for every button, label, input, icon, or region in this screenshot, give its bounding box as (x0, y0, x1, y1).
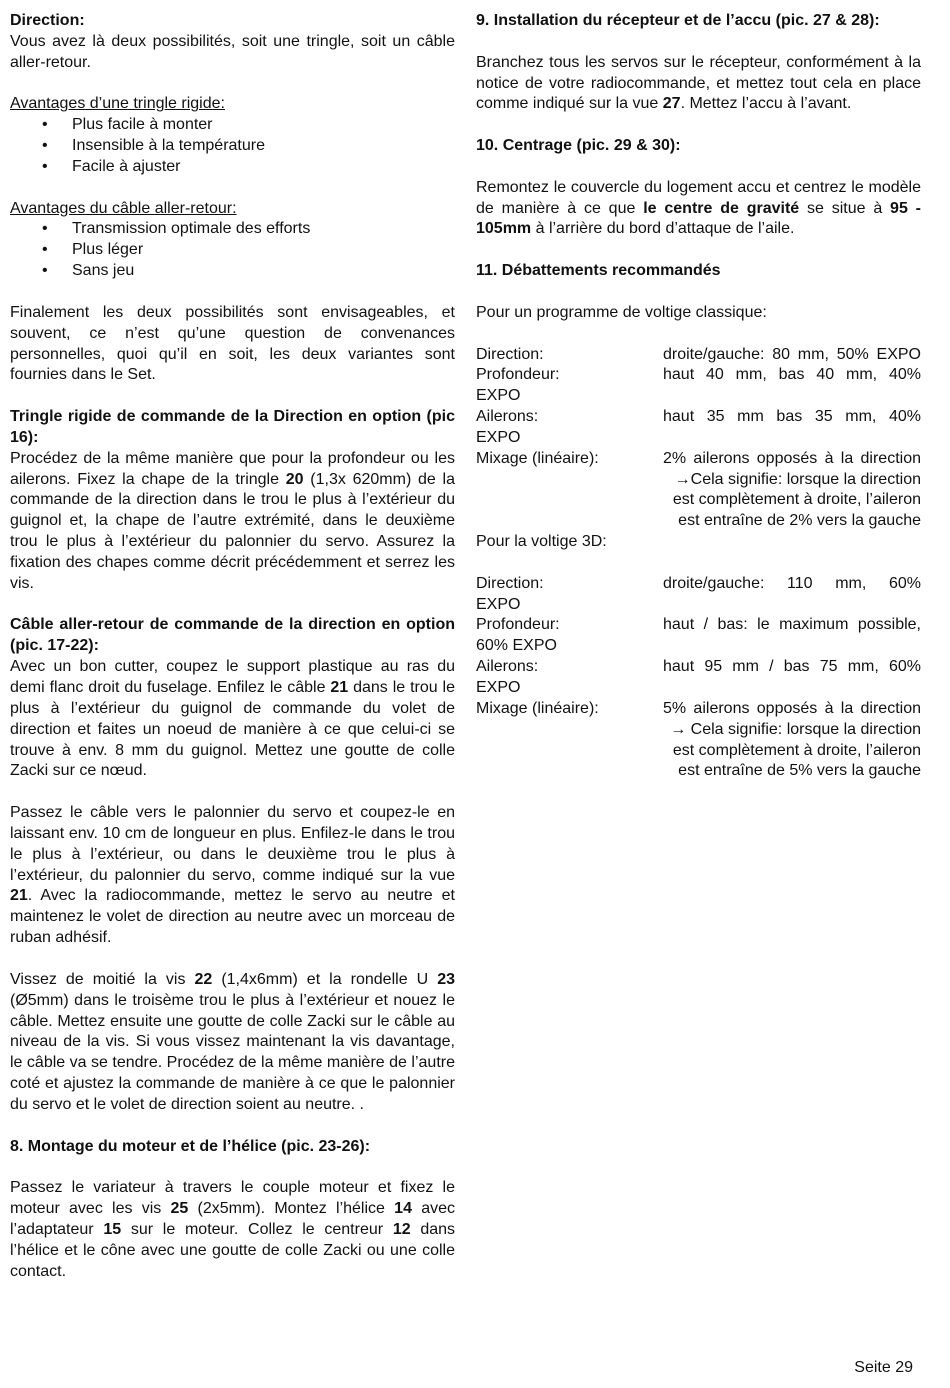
passez-paragraph: Passez le câble vers le palonnier du servo et coupez-le en laissant env. 10 cm de longueur en plus. Enfilez-le dans le trou le plus à l’extérieur, ou dans le deuxième trou le plus à l’extérieur, du palonnier du servo, comme indiqué sur la vue 21. Avec la radiocommande, mettez le servo au neutre et maintenez le volet de direction au neutre avec un morceau de ruban adhésif. (10, 804, 455, 947)
left-column (10, 11, 455, 1282)
debattements-title: 11. Débattements recommandés (476, 262, 721, 280)
classique-mix-note-2: est complètement à droite, l’aileron (672, 491, 921, 509)
tringle-option-paragraph: Procédez de la même manière que pour la profondeur ou les ailerons. Fixez la chape de la tringle 20 (1,3x 620mm) de la commande de la direction dans le trou le plus à l’extérieur du guignol et, la chape de l’autre extrémité, dans le deuxième trou le plus à l’extérieur du palonnier du servo. Assurez la fixation des chapes comme décrit précédemment et serrez les vis. (10, 449, 455, 592)
list-item: • Plus facile à monter (42, 116, 213, 134)
cable-advantages-title: Avantages du câble aller-retour: (10, 199, 237, 217)
cable-option-title: Câble aller-retour de commande de la direction en option (pic. 17-22): (10, 616, 455, 655)
direction-title: Direction: (10, 12, 85, 29)
cable-advantages-list (10, 219, 455, 282)
classique-intro: Pour un programme de voltige classique: (476, 303, 767, 321)
voltige3d-mix-note-2: est complètement à droite, l’aileron (672, 741, 921, 759)
voltige3d-intro: Pour la voltige 3D: (476, 533, 607, 551)
page-number: Seite 29 (854, 1359, 913, 1376)
vissez-paragraph: Vissez de moitié la vis 22 (1,4x6mm) et la rondelle U 23 (Ø5mm) dans le troisème trou le plus à l’extérieur et nouez le câble. Mettez ensuite une goutte de colle Zacki sur le câble au niveau de la vis. Si vous vissez maintenant la vis davantage, le câble va se tendre. Procédez de la même manière de l’autre coté et ajustez la commande de manière à ce que le palonnier du servo et le volet de direction soient au neutre. . (10, 970, 456, 1113)
classique-table (476, 345, 921, 533)
table-row: Ailerons: haut 35 mm bas 35 mm, 40% EXPO (476, 408, 921, 446)
table-row: Direction: droite/gauche: 80 mm, 50% EXPO (476, 345, 921, 363)
classique-mix-note-1: →Cela signifie: lorsque la direction (674, 470, 921, 488)
right-column (476, 11, 921, 782)
table-row: Profondeur: haut 40 mm, bas 40 mm, 40% EXPO (476, 366, 921, 405)
table-row: Direction: droite/gauche: 110 mm, 60% EXPO (476, 574, 921, 613)
table-row: Profondeur: haut / bas: le maximum possible, 60% EXPO (476, 616, 921, 655)
direction-text: Vous avez là deux possibilités, soit une tringle, soit un câble aller-retour. (10, 32, 455, 71)
table-row: Mixage (linéaire): 2% ailerons opposés à la direction (476, 449, 921, 467)
centrage-paragraph: Remontez le couvercle du logement accu et centrez le modèle de manière à ce que le centre de gravité se situe à 95 - 105mm à l’arrière du bord d’attaque de l’aile. (476, 178, 921, 238)
list-item: • Insensible à la température (42, 137, 265, 155)
classique-mix-note-3: est entraîne de 2% vers la gauche (678, 512, 921, 530)
tringle-advantages-list (10, 115, 455, 178)
tringle-advantages-title: Avantages d’une tringle rigide: (10, 95, 225, 113)
centrage-title: 10. Centrage (pic. 29 & 30): (476, 137, 681, 155)
list-item: • Transmission optimale des efforts (42, 220, 311, 238)
cable-option-paragraph: Avec un bon cutter, coupez le support plastique au ras du demi flanc droit du fuselage. Enfilez le câble 21 dans le trou le plus à l’extérieur du guignol de commande du volet de direction et faites un noeud de manière à ce que celui-ci se trouve à env. 8 mm du guignol. Mettez une goutte de colle Zacki sur ce nœud. (10, 658, 455, 780)
moteur-paragraph: Passez le variateur à travers le couple moteur et fixez le moteur avec les vis 25 (2x5mm). Montez l’hélice 14 avec l’adaptateur 15 sur le moteur. Collez le centreur 12 dans l’hélice et le cône avec une goutte de colle Zacki ou une colle contact. (10, 1179, 456, 1280)
table-row: Mixage (linéaire): 5% ailerons opposés à la direction (476, 699, 921, 717)
voltige3d-mix-note-1: → Cela signifie: lorsque la direction (670, 720, 921, 738)
list-item: • Plus léger (42, 241, 144, 259)
install-title: 9. Installation du récepteur et de l’accu (pic. 27 & 28): (476, 12, 880, 29)
moteur-title: 8. Montage du moteur et de l’hélice (pic. 23-26): (10, 1137, 371, 1155)
table-row: Ailerons: haut 95 mm / bas 75 mm, 60% EXPO (476, 658, 921, 696)
install-paragraph: Branchez tous les servos sur le récepteur, conformément à la notice de votre radiocommande, et mettez tout cela en place comme indiqué sur la vue 27. Mettez l’accu à l’avant. (476, 53, 921, 113)
list-item: • Facile à ajuster (42, 157, 181, 175)
finalement-paragraph: Finalement les deux possibilités sont envisageables, et souvent, ce n’est qu’une question de convenances personnelles, quoi qu’il en soit, les deux variantes sont fournies dans le Set. (10, 303, 455, 384)
list-item: • Sans jeu (42, 262, 135, 280)
voltige3d-table (476, 574, 921, 782)
tringle-option-title: Tringle rigide de commande de la Direction en option (pic 16): (10, 408, 455, 446)
voltige3d-mix-note-3: est entraîne de 5% vers la gauche (678, 762, 921, 780)
